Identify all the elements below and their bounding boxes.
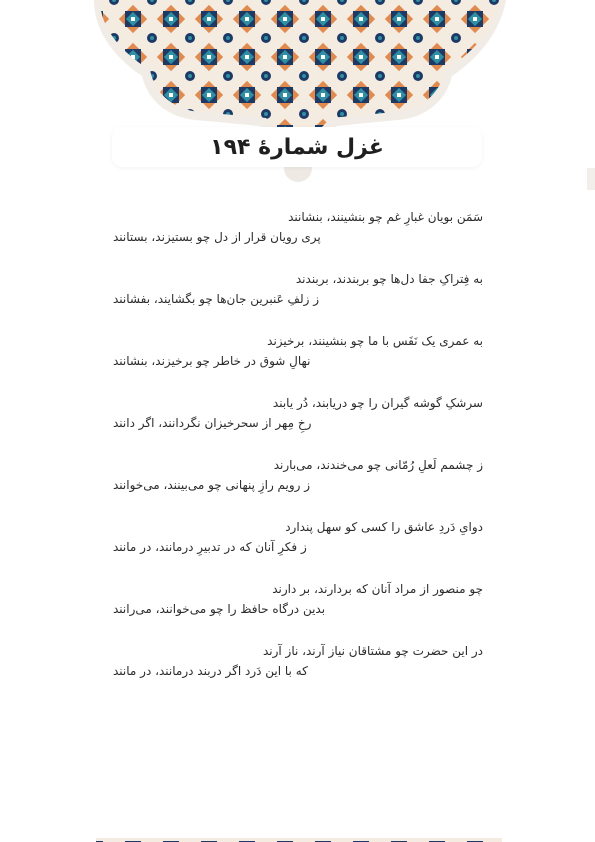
second-hemistich: رخِ مِهر از سحرخیزان نگردانند، اگر دانند (113, 416, 312, 430)
poem-title: غزل شمارهٔ ۱۹۴ (210, 134, 384, 160)
couplet (113, 394, 483, 456)
second-hemistich: که با این دَرد اگر دربند درمانند، در مانند (113, 664, 308, 678)
second-hemistich: بدین درگاه حافظ را چو می‌خوانند، می‌رانند (113, 602, 326, 616)
couplet (113, 208, 483, 270)
page-edge-tab (587, 168, 595, 190)
first-hemistich: سرشکِ گوشه گیران را چو دریابند، دُر یابند (272, 396, 483, 410)
decorative-tile-header (0, 0, 595, 200)
first-hemistich: سَمَن بویان غبارِ غم چو بنشینند، بنشانند (288, 210, 483, 224)
couplet (113, 642, 483, 704)
first-hemistich: چو منصور از مراد آنان که بردارند، بر دارند (272, 582, 483, 596)
first-hemistich: ز چشمم لَعلِ رُمّانی چو می‌خندند، می‌بارند (273, 458, 483, 472)
decorative-tile-footer (0, 830, 595, 842)
first-hemistich: به عمری یک نَفَس با ما چو بنشینند، برخیزند (267, 334, 483, 348)
couplet (113, 456, 483, 518)
first-hemistich: در این حضرت چو مشتاقان نیاز آرند، ناز آرند (262, 644, 483, 658)
second-hemistich: ز فکرِ آنان که در تدبیرِ درمانند، در مانند (113, 540, 307, 554)
title-box (112, 127, 482, 167)
first-hemistich: دوایِ دَردِ عاشق را کسی کو سهل پندارد (285, 520, 483, 534)
couplet (113, 518, 483, 580)
poem-body (113, 208, 483, 704)
couplet (113, 580, 483, 642)
first-hemistich: به فِتراکِ جفا دل‌ها چو بربندند، بربندند (295, 272, 483, 286)
second-hemistich: ز رویم رازِ پنهانی چو می‌بینند، می‌خوانند (113, 478, 311, 492)
couplet (113, 270, 483, 332)
couplet (113, 332, 483, 394)
second-hemistich: ز زلفِ عَنبرین جان‌ها چو بگشایند، بفشانند (113, 292, 320, 306)
second-hemistich: نهالِ شوق در خاطر چو برخیزند، بنشانند (113, 354, 311, 368)
second-hemistich: پری رویان قرار از دل چو بستیزند، بستانند (113, 230, 321, 244)
